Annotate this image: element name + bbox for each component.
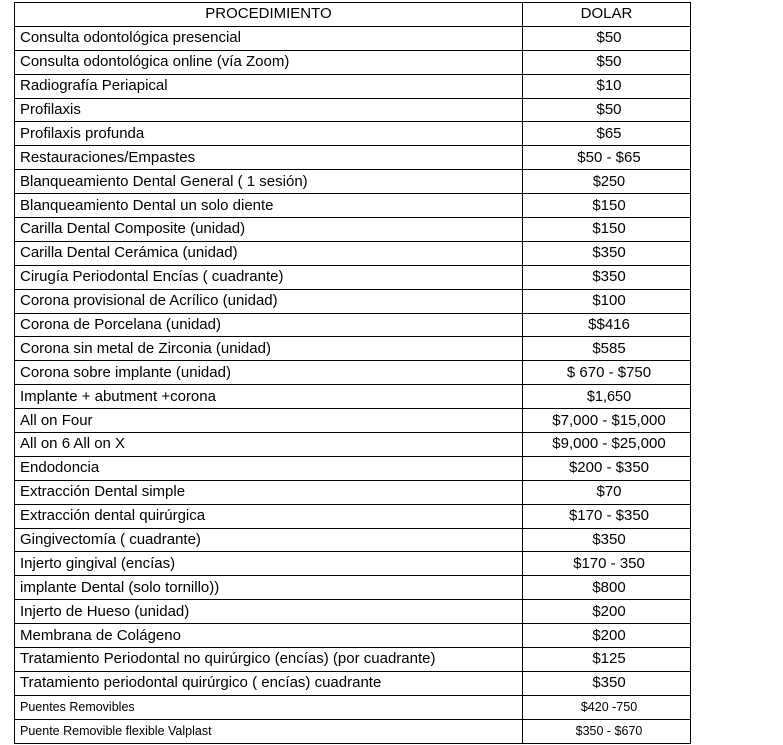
table-row: [15, 624, 691, 648]
table-row: [15, 218, 691, 242]
procedure-cell: Puente Removible flexible Valplast: [15, 719, 523, 743]
table-row: [15, 241, 691, 265]
header-procedure: PROCEDIMIENTO: [15, 3, 523, 27]
price-cell: $ 670 - $750: [523, 361, 691, 385]
price-cell: $50: [523, 98, 691, 122]
procedure-cell: Carilla Dental Composite (unidad): [15, 218, 523, 242]
price-cell: $585: [523, 337, 691, 361]
procedure-cell: Radiografía Periapical: [15, 74, 523, 98]
procedure-cell: Injerto gingival (encías): [15, 552, 523, 576]
price-cell: $200 - $350: [523, 456, 691, 480]
table-row: [15, 528, 691, 552]
procedure-cell: Consulta odontológica presencial: [15, 26, 523, 50]
table-row: [15, 504, 691, 528]
price-cell: $150: [523, 194, 691, 218]
procedure-cell: Blanqueamiento Dental un solo diente: [15, 194, 523, 218]
procedure-cell: Corona de Porcelana (unidad): [15, 313, 523, 337]
table-row: [15, 361, 691, 385]
table-row: [15, 719, 691, 743]
price-cell: $250: [523, 170, 691, 194]
table-row: [15, 74, 691, 98]
procedure-cell: Extracción dental quirúrgica: [15, 504, 523, 528]
procedure-cell: Membrana de Colágeno: [15, 624, 523, 648]
price-cell: $170 - $350: [523, 504, 691, 528]
table-row: [15, 98, 691, 122]
procedure-cell: Corona sin metal de Zirconia (unidad): [15, 337, 523, 361]
price-cell: $65: [523, 122, 691, 146]
table-row: [15, 146, 691, 170]
price-cell: $350: [523, 265, 691, 289]
price-cell: $420 -750: [523, 695, 691, 719]
price-cell: $350: [523, 671, 691, 695]
table-row: [15, 648, 691, 672]
price-cell: $150: [523, 218, 691, 242]
table-row: [15, 576, 691, 600]
procedure-cell: All on Four: [15, 409, 523, 433]
procedure-cell: Injerto de Hueso (unidad): [15, 600, 523, 624]
procedure-cell: Profilaxis: [15, 98, 523, 122]
table-row: [15, 26, 691, 50]
table-row: [15, 695, 691, 719]
table-row: [15, 552, 691, 576]
price-cell: $$416: [523, 313, 691, 337]
table-row: [15, 456, 691, 480]
procedure-cell: Gingivectomía ( cuadrante): [15, 528, 523, 552]
price-cell: $800: [523, 576, 691, 600]
table-row: [15, 409, 691, 433]
price-cell: $350 - $670: [523, 719, 691, 743]
price-cell: $50 - $65: [523, 146, 691, 170]
procedure-cell: Consulta odontológica online (vía Zoom): [15, 50, 523, 74]
procedure-cell: Blanqueamiento Dental General ( 1 sesión): [15, 170, 523, 194]
table-row: [15, 337, 691, 361]
procedure-cell: Puentes Removibles: [15, 695, 523, 719]
table-row: [15, 122, 691, 146]
header-price: DOLAR: [523, 3, 691, 27]
price-cell: $350: [523, 528, 691, 552]
price-table: [14, 2, 691, 744]
price-cell: $7,000 - $15,000: [523, 409, 691, 433]
price-cell: $100: [523, 289, 691, 313]
table-row: [15, 265, 691, 289]
table-row: [15, 433, 691, 457]
table-row: [15, 600, 691, 624]
procedure-cell: Endodoncia: [15, 456, 523, 480]
table-row: [15, 313, 691, 337]
table-row: [15, 194, 691, 218]
price-cell: $200: [523, 624, 691, 648]
table-row: [15, 385, 691, 409]
price-cell: $125: [523, 648, 691, 672]
procedure-cell: Carilla Dental Cerámica (unidad): [15, 241, 523, 265]
price-sheet: [14, 2, 690, 744]
procedure-cell: Corona provisional de Acrílico (unidad): [15, 289, 523, 313]
price-cell: $200: [523, 600, 691, 624]
header-row: [15, 3, 691, 27]
price-cell: $70: [523, 480, 691, 504]
price-cell: $50: [523, 26, 691, 50]
price-cell: $350: [523, 241, 691, 265]
price-cell: $10: [523, 74, 691, 98]
table-row: [15, 170, 691, 194]
procedure-cell: Extracción Dental simple: [15, 480, 523, 504]
price-cell: $1,650: [523, 385, 691, 409]
price-cell: $50: [523, 50, 691, 74]
procedure-cell: Implante + abutment +corona: [15, 385, 523, 409]
procedure-cell: Corona sobre implante (unidad): [15, 361, 523, 385]
procedure-cell: All on 6 All on X: [15, 433, 523, 457]
table-row: [15, 671, 691, 695]
procedure-cell: Restauraciones/Empastes: [15, 146, 523, 170]
procedure-cell: Profilaxis profunda: [15, 122, 523, 146]
price-cell: $170 - 350: [523, 552, 691, 576]
table-row: [15, 289, 691, 313]
procedure-cell: Tratamiento Periodontal no quirúrgico (encías) (por cuadrante): [15, 648, 523, 672]
table-row: [15, 50, 691, 74]
price-cell: $9,000 - $25,000: [523, 433, 691, 457]
procedure-cell: Cirugía Periodontal Encías ( cuadrante): [15, 265, 523, 289]
table-row: [15, 480, 691, 504]
procedure-cell: implante Dental (solo tornillo)): [15, 576, 523, 600]
procedure-cell: Tratamiento periodontal quirúrgico ( encías) cuadrante: [15, 671, 523, 695]
